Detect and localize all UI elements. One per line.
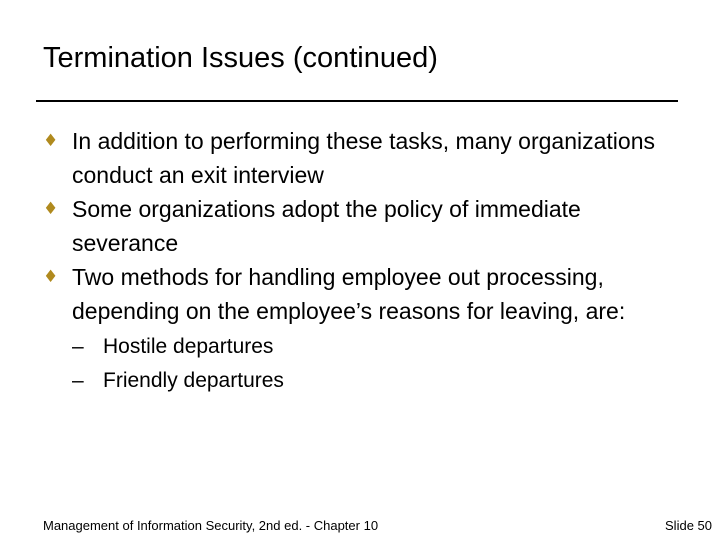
diamond-bullet-icon: ♦ bbox=[43, 199, 59, 219]
bullet-text: Some organizations adopt the policy of immediate severance bbox=[72, 196, 581, 256]
slide-title: Termination Issues (continued) bbox=[43, 42, 438, 74]
sub-bullet-list bbox=[72, 330, 693, 398]
diamond-bullet-icon: ♦ bbox=[43, 131, 59, 151]
title-divider bbox=[36, 100, 678, 102]
footer-source: Management of Information Security, 2nd ed. - Chapter 10 bbox=[43, 518, 379, 533]
diamond-bullet-icon: ♦ bbox=[43, 267, 59, 287]
dash-bullet-icon: – bbox=[72, 335, 84, 358]
dash-bullet-icon: – bbox=[72, 369, 84, 392]
sub-bullet-text: Friendly departures bbox=[103, 369, 284, 392]
bullet-item bbox=[43, 260, 693, 398]
sub-bullet-item bbox=[72, 330, 693, 364]
bullet-text: Two methods for handling employee out processing, depending on the employee’s reasons for leaving, are: bbox=[72, 264, 626, 324]
bullet-item bbox=[43, 124, 693, 192]
sub-bullet-text: Hostile departures bbox=[103, 335, 274, 358]
bullet-list bbox=[43, 124, 693, 398]
bullet-item bbox=[43, 192, 693, 260]
sub-bullet-item bbox=[72, 364, 693, 398]
bullet-text: In addition to performing these tasks, many organizations conduct an exit interview bbox=[72, 128, 655, 188]
slide-number: Slide 50 bbox=[665, 518, 712, 533]
